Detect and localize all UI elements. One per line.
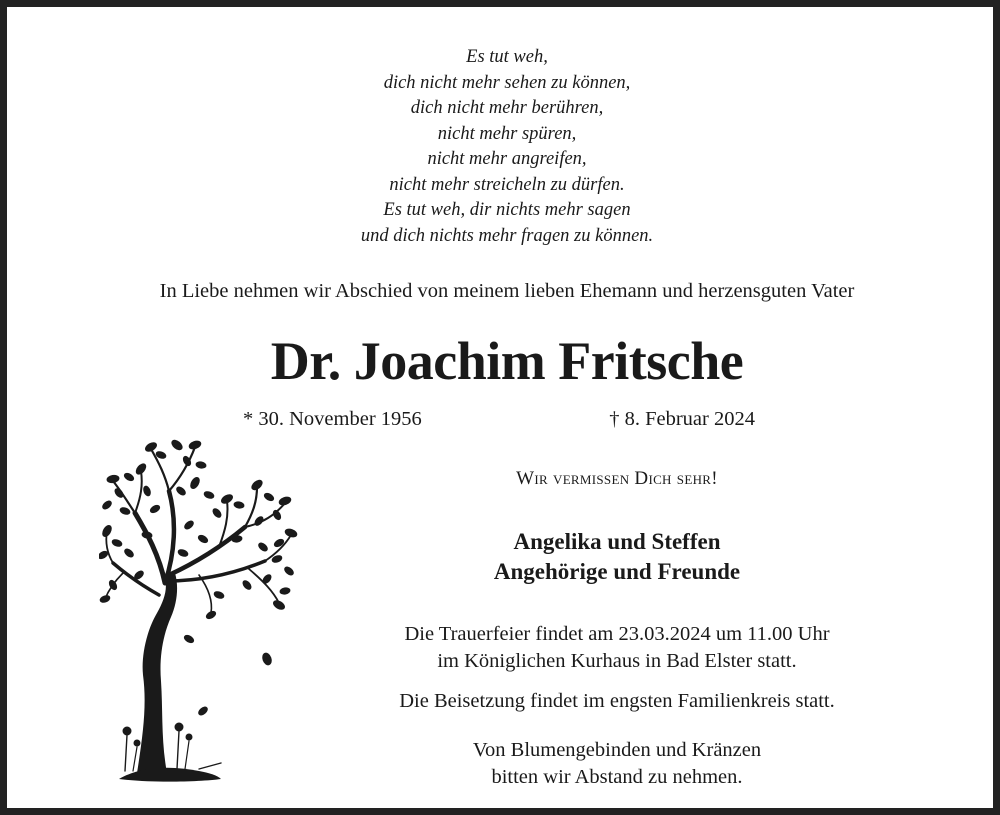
poem-line: nicht mehr streicheln zu dürfen. xyxy=(389,174,625,195)
poem-line: Es tut weh, xyxy=(466,47,548,67)
poem-line: dich nicht mehr sehen zu können, xyxy=(383,72,631,93)
poem-line: und dich nichts mehr fragen zu können. xyxy=(360,225,654,246)
poem-line: nicht mehr angreifen, xyxy=(427,149,587,169)
birth-date: * 30. November 1956 xyxy=(243,408,422,430)
deceased-name: Dr. Joachim Fritsche xyxy=(270,331,744,391)
flowers-line: Von Blumengebinden und Kränzen xyxy=(472,739,762,761)
death-date: † 8. Februar 2024 xyxy=(609,408,755,430)
flowers-note xyxy=(327,737,907,791)
burial-line: Die Beisetzung findet im engsten Familienkreis statt. xyxy=(399,690,835,712)
poem xyxy=(7,45,1000,249)
poem-line: dich nicht mehr berühren, xyxy=(410,98,604,118)
intro-text: In Liebe nehmen wir Abschied von meinem lieben Ehemann und herzensguten Vater xyxy=(159,280,855,302)
we-miss-you-line: Wir vermissen Dich sehr! xyxy=(516,468,718,489)
tree-silhouette-icon xyxy=(99,435,299,785)
funeral-info xyxy=(327,621,907,675)
signer-line: Angehörige und Freunde xyxy=(493,559,741,584)
flowers-line: bitten wir Abstand zu nehmen. xyxy=(491,766,743,788)
signer-line: Angelika und Steffen xyxy=(513,529,721,554)
funeral-line: Die Trauerfeier findet am 23.03.2024 um 11.00 Uhr xyxy=(404,623,830,645)
burial-info xyxy=(327,688,907,715)
funeral-line: im Königlichen Kurhaus in Bad Elster statt. xyxy=(437,650,797,672)
poem-line: nicht mehr spüren, xyxy=(437,123,577,144)
signers xyxy=(347,527,887,587)
poem-line: Es tut weh, dir nichts mehr sagen xyxy=(383,200,631,220)
